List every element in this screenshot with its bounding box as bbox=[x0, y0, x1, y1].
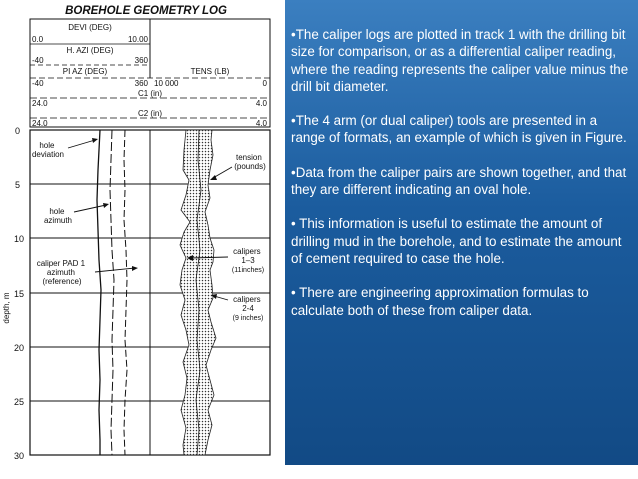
hazi-min: -40 bbox=[32, 56, 44, 65]
depth-axis-label: depth, m bbox=[2, 292, 11, 324]
calipers-2-4-line-2: 2-4 bbox=[242, 304, 254, 313]
borehole-geometry-log-figure bbox=[0, 0, 285, 479]
c1-max: 4.0 bbox=[255, 99, 267, 108]
depth-tick-15: 15 bbox=[13, 289, 24, 299]
tension-line-2: (pounds) bbox=[234, 162, 266, 171]
devi-max: 10.00 bbox=[127, 35, 148, 44]
c1-min: 24.0 bbox=[32, 99, 48, 108]
log-title: BOREHOLE GEOMETRY LOG bbox=[65, 5, 227, 17]
devi-min: 0.0 bbox=[32, 35, 44, 44]
depth-tick-30: 30 bbox=[13, 451, 24, 461]
depth-tick-20: 20 bbox=[13, 343, 24, 353]
c2-min: 24.0 bbox=[32, 119, 48, 128]
calipers-2-4-annotation bbox=[233, 295, 263, 313]
tension-annotation bbox=[234, 153, 266, 171]
caliper-pad-line-3: (reference) bbox=[42, 277, 82, 286]
caliper-pad-annotation bbox=[37, 259, 88, 286]
depth-tick-10: 10 bbox=[13, 234, 24, 244]
calipers-1-3-size: (11inches) bbox=[231, 267, 265, 274]
depth-ticks bbox=[14, 126, 24, 461]
c2-label: C2 (in) bbox=[137, 109, 163, 118]
bullet-text-panel bbox=[285, 0, 638, 465]
piaz-min: -40 bbox=[32, 79, 44, 88]
tens-max: 0 bbox=[262, 79, 267, 88]
calipers-1-3-annotation bbox=[233, 247, 263, 265]
hole-deviation-curve bbox=[97, 130, 101, 455]
tens-label: TENS (LB) bbox=[190, 67, 230, 76]
hole-deviation-line-2: deviation bbox=[31, 150, 65, 159]
devi-label: DEVI (DEG) bbox=[68, 23, 112, 32]
calipers-2-4-line-1: calipers bbox=[233, 295, 261, 304]
hole-deviation-line-1: hole bbox=[39, 141, 55, 150]
caliper-pad-line-1: caliper PAD 1 bbox=[36, 259, 86, 268]
hole-azimuth-line-1: hole bbox=[49, 207, 65, 216]
calipers-1-3-line-1: calipers bbox=[233, 247, 261, 256]
hazi-label: H. AZI (DEG) bbox=[66, 46, 114, 55]
caliper-pad-line-2: azimuth bbox=[46, 268, 75, 277]
calipers-2-4-size: (9 inches) bbox=[232, 315, 264, 322]
hole-deviation-annotation bbox=[32, 141, 64, 159]
tension-line-1: tension bbox=[235, 153, 262, 162]
c2-max: 4.0 bbox=[255, 119, 267, 128]
hole-azimuth-line-2: azimuth bbox=[43, 216, 73, 225]
bullet-caliper-track: •The caliper logs are plotted in track 1 with the drilling bit size for comparison, or as a differential caliper reading, where the reading represents the caliper value minus the drill bit diameter. bbox=[291, 27, 629, 94]
hazi-max: 360 bbox=[134, 56, 148, 65]
tens-min: 10 000 bbox=[154, 79, 179, 88]
bullet-caliper-pairs: •Data from the caliper pairs are shown together, and that they are different indicating an oval hole. bbox=[291, 164, 627, 198]
hole-azimuth-annotation bbox=[44, 207, 72, 225]
c1-label: C1 (in) bbox=[137, 89, 163, 98]
caliper-pad-azimuth-curve bbox=[124, 130, 127, 455]
calipers-1-3-line-2: 1–3 bbox=[241, 256, 255, 265]
bullet-engineering-formulas: • There are engineering approximation formulas to calculate both of these from caliper data. bbox=[291, 285, 589, 318]
caliper-fill-area bbox=[180, 130, 216, 455]
piaz-max: 360 bbox=[134, 79, 148, 88]
depth-tick-5: 5 bbox=[14, 180, 20, 190]
bullet-mud-cement: • This information is useful to estimate the amount of drilling mud in the borehole, and to estimate the amount of cement required to case the hole. bbox=[291, 216, 622, 266]
bullet-four-arm-tools: •The 4 arm (or dual caliper) tools are presented in a range of formats, an example of which is given in Figure. bbox=[291, 113, 627, 146]
depth-tick-0: 0 bbox=[14, 126, 20, 136]
piaz-label: PI AZ (DEG) bbox=[62, 67, 108, 76]
hole-azimuth-curve bbox=[110, 130, 114, 455]
depth-tick-25: 25 bbox=[13, 397, 24, 407]
